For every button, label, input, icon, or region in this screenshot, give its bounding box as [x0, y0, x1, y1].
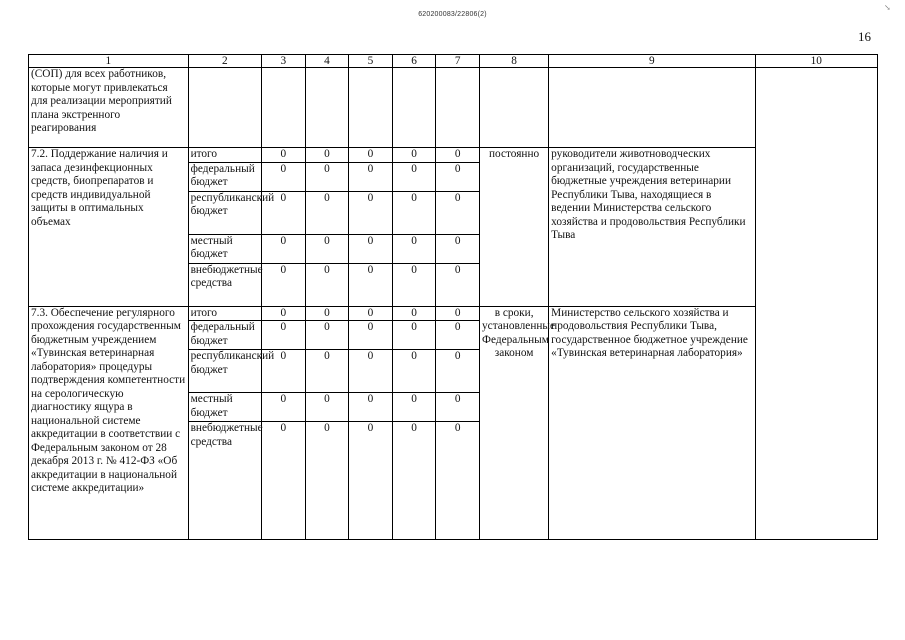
- notes-column-cell: [755, 68, 877, 540]
- column-header: 4: [305, 55, 349, 68]
- budget-table: [28, 54, 878, 540]
- funding-source-label: федеральный бюджет: [188, 162, 261, 191]
- value-cell: 0: [436, 321, 480, 350]
- value-cell: 0: [261, 393, 305, 422]
- value-cell: 0: [436, 263, 480, 306]
- funding-source-label: республиканский бюджет: [188, 350, 261, 393]
- value-cell: 0: [305, 306, 349, 321]
- value-cell: 0: [305, 350, 349, 393]
- value-cell: 0: [436, 191, 480, 234]
- value-cell: 0: [349, 306, 393, 321]
- activity-cell: (СОП) для всех работников, которые могут привлекаться для реализации мероприятий плана экстренного реагирования: [29, 68, 189, 148]
- value-cell: 0: [305, 263, 349, 306]
- funding-source-label: внебюджетные средства: [188, 263, 261, 306]
- value-cell: 0: [305, 162, 349, 191]
- value-cell: 0: [392, 162, 436, 191]
- value-cell: 0: [349, 162, 393, 191]
- column-header: 1: [29, 55, 189, 68]
- column-header: 10: [755, 55, 877, 68]
- value-cell: 0: [349, 263, 393, 306]
- column-header: 5: [349, 55, 393, 68]
- funding-source-label: местный бюджет: [188, 234, 261, 263]
- value-cell: 0: [392, 393, 436, 422]
- value-cell: 0: [349, 321, 393, 350]
- funding-source-label: федеральный бюджет: [188, 321, 261, 350]
- value-cell: 0: [305, 321, 349, 350]
- value-cell: 0: [261, 350, 305, 393]
- funding-source-label: местный бюджет: [188, 393, 261, 422]
- responsible-cell: Министерство сельского хозяйства и продовольствия Республики Тыва, государственное бюджетное учреждение «Тувинская ветеринарная лаборатория»: [549, 306, 755, 540]
- value-cell: 0: [392, 306, 436, 321]
- funding-source-label: внебюджетные средства: [188, 422, 261, 540]
- value-cell: 0: [261, 148, 305, 163]
- value-cell: 0: [261, 306, 305, 321]
- value-cell: 0: [261, 191, 305, 234]
- funding-source-label: республиканский бюджет: [188, 191, 261, 234]
- column-header: 9: [549, 55, 755, 68]
- activity-cell: 7.3. Обеспечение регулярного прохождения государственным бюджетным учреждением «Тувинская ветеринарная лаборатория» процедуры подтверждения компетентности на серологическую диагностику ящура в национальной системе аккредитации в соответствии с Федеральным законом от 28 декабря 2013 г. № 412-ФЗ «Об аккредитации в национальной системе аккредитации»: [29, 306, 189, 540]
- value-cell: 0: [261, 263, 305, 306]
- document-id: 620200083/22806(2): [418, 11, 487, 18]
- value-cell: 0: [261, 422, 305, 540]
- column-number-row: [29, 55, 878, 68]
- value-cell: 0: [261, 234, 305, 263]
- value-cell: 0: [305, 393, 349, 422]
- value-cell: 0: [305, 148, 349, 163]
- funding-source-label: итого: [188, 148, 261, 163]
- value-cell: 0: [349, 148, 393, 163]
- value-cell: 0: [436, 162, 480, 191]
- funding-source-label: итого: [188, 306, 261, 321]
- column-header: 7: [436, 55, 480, 68]
- value-cell: 0: [392, 422, 436, 540]
- value-cell: 0: [436, 148, 480, 163]
- term-cell: постоянно: [480, 148, 549, 307]
- value-cell: 0: [349, 191, 393, 234]
- value-cell: 0: [392, 321, 436, 350]
- value-cell: 0: [349, 234, 393, 263]
- value-cell: 0: [305, 422, 349, 540]
- value-cell: 0: [349, 393, 393, 422]
- value-cell: 0: [392, 350, 436, 393]
- column-header: 2: [188, 55, 261, 68]
- page-number: 16: [858, 29, 871, 44]
- scan-corner-mark: ↘: [884, 3, 891, 12]
- responsible-cell: руководители животноводческих организаций, государственные бюджетные учреждения ветеринарии Республики Тыва, находящиеся в ведении Министерства сельского хозяйства и продовольствия Республики Тыва: [549, 148, 755, 307]
- column-header: 3: [261, 55, 305, 68]
- value-cell: 0: [392, 191, 436, 234]
- value-cell: 0: [305, 234, 349, 263]
- activity-cell: 7.2. Поддержание наличия и запаса дезинфекционных средств, биопрепаратов и средств индивидуальной защиты в оптимальных объемах: [29, 148, 189, 307]
- value-cell: 0: [349, 422, 393, 540]
- value-cell: 0: [261, 321, 305, 350]
- value-cell: 0: [392, 263, 436, 306]
- value-cell: 0: [436, 393, 480, 422]
- value-cell: 0: [349, 350, 393, 393]
- value-cell: 0: [436, 350, 480, 393]
- column-header: 8: [480, 55, 549, 68]
- table-row: [29, 148, 878, 163]
- value-cell: 0: [261, 162, 305, 191]
- value-cell: 0: [392, 148, 436, 163]
- term-cell: в сроки, установленные Федеральным законом: [480, 306, 549, 540]
- table-row: [29, 306, 878, 321]
- value-cell: 0: [392, 234, 436, 263]
- value-cell: 0: [305, 191, 349, 234]
- value-cell: 0: [436, 306, 480, 321]
- column-header: 6: [392, 55, 436, 68]
- value-cell: 0: [436, 422, 480, 540]
- table-row-continued: [29, 68, 878, 148]
- value-cell: 0: [436, 234, 480, 263]
